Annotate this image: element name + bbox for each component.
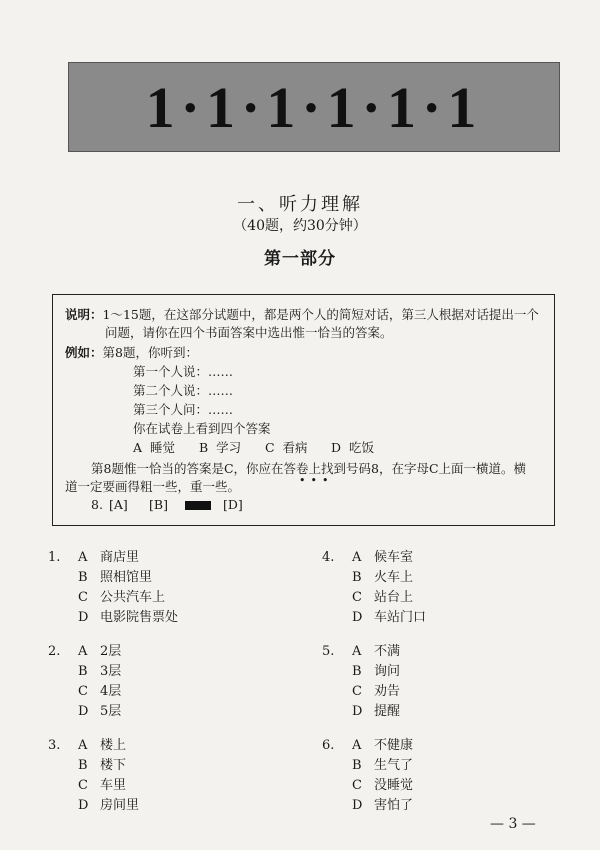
- page-number: — 3 —: [490, 816, 536, 832]
- answer-bubble-b: [B]: [149, 497, 168, 512]
- example-option: A 睡觉: [133, 440, 175, 455]
- question-4: 4. A 候车室 B 火车上 C 站台上 D 车站门口: [322, 550, 427, 625]
- instructions-line-1: [65, 307, 539, 323]
- speaker-3-line: 第三个人问：……: [133, 402, 234, 417]
- emphasis-dots: •••: [299, 474, 334, 487]
- instructions-label: 说明：: [65, 307, 103, 322]
- example-line: [65, 345, 198, 361]
- question-5: 5. A 不满 B 询问 C 劝告 D 提醒: [322, 644, 401, 719]
- answer-bubble-c-filled: [185, 501, 211, 510]
- explanation-line-2: 道一定要画得粗一些，重一些。: [65, 479, 241, 494]
- example-option: C 看病: [265, 440, 308, 455]
- explanation-line-1: 第8题惟一恰当的答案是C，你应在答卷上找到号码8，在字母C上面一横道。横: [91, 461, 527, 476]
- example-options: [133, 440, 397, 456]
- answer-number: 8.: [91, 497, 103, 512]
- example-label: 例如：: [65, 345, 103, 360]
- section-title: 一、听力理解: [237, 194, 363, 215]
- question-2: 2. A 2层 B 3层 C 4层 D 5层: [48, 644, 122, 719]
- instructions-text-1: 1～15题，在这部分试题中，都是两个人的简短对话，第三人根据对话提出一个: [102, 307, 539, 322]
- banner-text: 1·1·1·1·1·1: [145, 74, 483, 140]
- answer-bubble-a: [A]: [109, 497, 128, 512]
- question-3: 3. A 楼上 B 楼下 C 车里 D 房间里: [48, 738, 140, 813]
- example-option: D 吃饭: [331, 440, 374, 455]
- speaker-2-line: 第二个人说：……: [133, 383, 234, 398]
- speaker-1-line: 第一个人说：……: [133, 364, 234, 379]
- example-option: B 学习: [199, 440, 242, 455]
- see-answers-line: 你在试卷上看到四个答案: [133, 421, 271, 436]
- example-intro: 第8题，你听到：: [102, 345, 198, 360]
- section-subtitle: （40题，约30分钟）: [233, 218, 367, 234]
- instructions-line-2: 问题，请你在四个书面答案中选出惟一恰当的答案。: [105, 325, 393, 340]
- part-title: 第一部分: [264, 249, 336, 269]
- question-6: 6. A 不健康 B 生气了 C 没睡觉 D 害怕了: [322, 738, 414, 813]
- instructions-box: [52, 294, 555, 526]
- question-1: 1. A 商店里 B 照相馆里 C 公共汽车上 D 电影院售票处: [48, 550, 179, 625]
- answer-bubble-d: [D]: [223, 497, 243, 512]
- chapter-banner: [68, 62, 560, 152]
